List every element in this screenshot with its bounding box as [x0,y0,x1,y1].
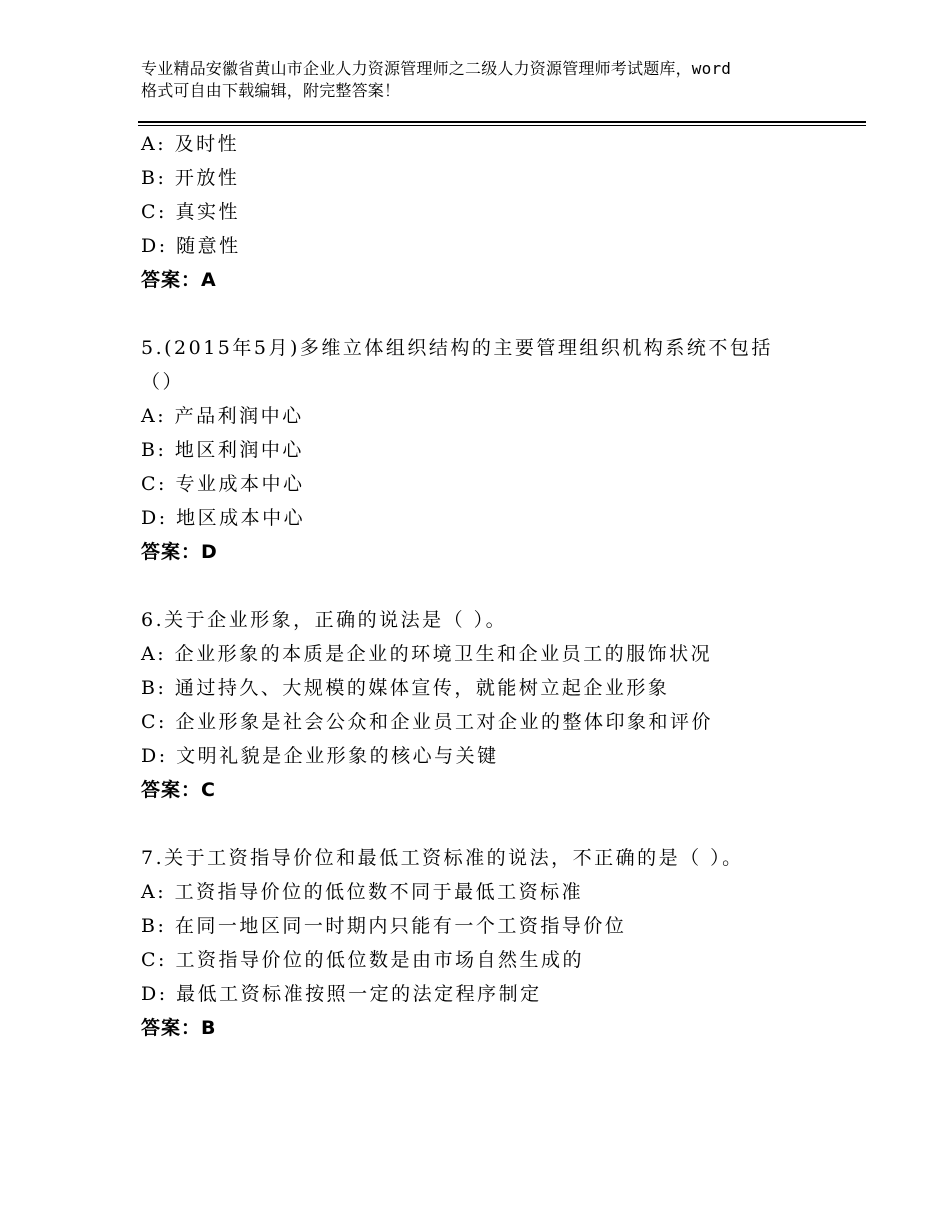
answer-label: 答案：D [141,541,218,563]
document-header [141,58,831,102]
option-d: D: 随意性 [141,235,241,257]
answer-label: 答案：B [141,1017,217,1039]
option-b: B: 在同一地区同一时期内只能有一个工资指导价位 [141,915,627,937]
question-text: 6.关于企业形象，正确的说法是（ ）。 [141,609,508,631]
option-a: A: 及时性 [141,133,240,155]
option-a: A: 产品利润中心 [141,405,304,427]
option-c: C: 真实性 [141,201,240,223]
question-text-continued: （） [141,371,185,393]
option-b: B: 地区利润中心 [141,439,304,461]
header-line-1: 专业精品安徽省黄山市企业人力资源管理师之二级人力资源管理师考试题库，word [141,59,732,78]
question-4-block [141,127,841,297]
option-c: C: 工资指导价位的低位数是由市场自然生成的 [141,949,584,971]
answer-label: 答案：C [141,779,216,801]
option-a: A: 企业形象的本质是企业的环境卫生和企业员工的服饰状况 [141,643,713,665]
option-d: D: 最低工资标准按照一定的法定程序制定 [141,983,542,1005]
option-b: B: 开放性 [141,167,240,189]
option-d: D: 地区成本中心 [141,507,306,529]
question-text: 5.(2015年5月)多维立体组织结构的主要管理组织机构系统不包括 [141,337,773,359]
header-rule-thin [138,125,866,126]
option-c: C: 专业成本中心 [141,473,305,495]
header-line-2: 格式可自由下载编辑，附完整答案！ [141,81,401,100]
option-a: A: 工资指导价位的低位数不同于最低工资标准 [141,881,584,903]
header-rule-thick [138,121,866,123]
question-list [141,127,841,1045]
question-6-block [141,603,841,807]
question-7-block [141,841,841,1045]
option-b: B: 通过持久、大规模的媒体宣传，就能树立起企业形象 [141,677,670,699]
option-d: D: 文明礼貌是企业形象的核心与关键 [141,745,499,767]
question-5-block [141,331,841,569]
answer-label: 答案：A [141,269,217,291]
question-text: 7.关于工资指导价位和最低工资标准的说法，不正确的是（ ）。 [141,847,744,869]
option-c: C: 企业形象是社会公众和企业员工对企业的整体印象和评价 [141,711,713,733]
